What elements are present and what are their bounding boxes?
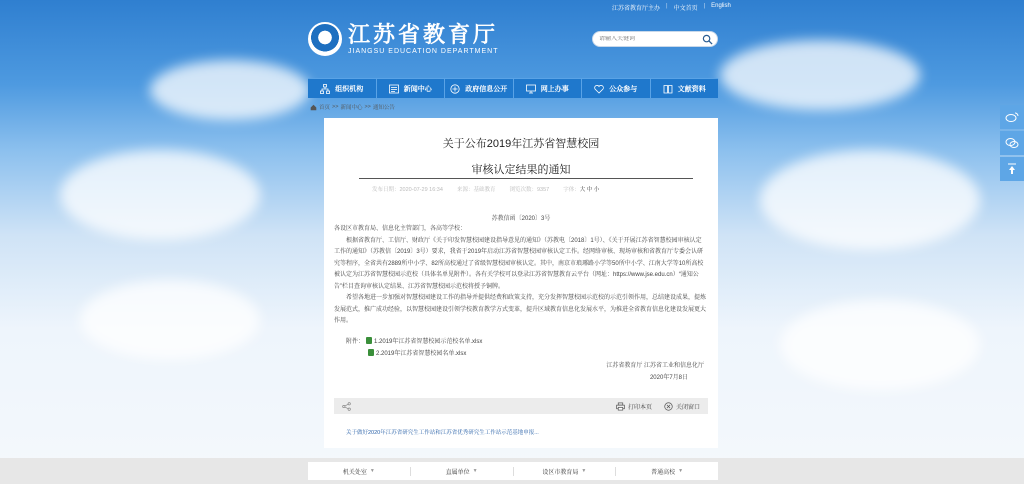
top-link-english[interactable]: English	[711, 3, 731, 9]
search-input[interactable]	[599, 36, 699, 42]
signature-date: 2020年7月8日	[649, 375, 688, 381]
attachment-1[interactable]	[346, 336, 482, 345]
online-service-icon	[526, 84, 536, 94]
wechat-icon	[1005, 137, 1019, 149]
meta-font-label: 字体：	[563, 187, 580, 193]
attachment-label: 附件：	[346, 339, 365, 345]
footer-label: 普通高校	[651, 469, 676, 476]
close-label: 关闭窗口	[675, 404, 700, 411]
related-article-link[interactable]: 关于做好2020年江苏省研究生工作站和江苏省优秀研究生工作站示范基地申报...	[346, 430, 539, 436]
signature-org: 江苏省教育厅 江苏省工业和信息化厅	[606, 363, 704, 369]
top-links: 江苏省教育厅主办 | 中文首页 | English	[612, 3, 731, 12]
heart-icon	[594, 84, 604, 94]
news-icon	[389, 84, 399, 94]
print-label: 打印本页	[627, 404, 652, 411]
salutation: 各设区市教育局、信息化主管部门，各高等学校：	[334, 226, 467, 232]
paragraph-1: 根据省教育厅、工信厅、财政厅《关于印发智慧校园建设指导意见的通知》（苏教电〔2018〕1号）、《关于开展江苏省智慧校园审核认定工作的通知》（苏教信〔2019〕3号）要求，我省于2019年启动江苏省智慧校园审核认定工作。经网络审核、现场审核和省教育厅专委会认研究等程序，全省共有2889所中小学、82所高校通过了省级智慧校园审核认定。其中，南京市琅琊路小学等50所中小学、江南大学等10所高校被认定为江苏省智慧校园示范校（具体名单见附件）。各有关学校可以登录江苏省智慧教育云平台（网址：https://www.jse.edu.cn）“通知公告”栏目查询审核认定结果、江苏省智慧校园示范校将授予铜牌。	[334, 237, 704, 290]
meta-views: 浏览次数：9357	[509, 187, 550, 193]
footer-label: 设区市教育局	[542, 469, 579, 476]
footer-label: 直属单位	[445, 469, 470, 476]
footer-units-select[interactable]	[411, 467, 514, 476]
back-to-top-button[interactable]	[1000, 157, 1024, 181]
article-meta	[372, 185, 672, 193]
logo-subtitle: JIANGSU EDUCATION DEPARTMENT	[348, 48, 499, 55]
article-toolbar	[334, 398, 708, 414]
footer-dept-select[interactable]	[308, 467, 411, 476]
nav-item-public[interactable]	[582, 79, 651, 98]
nav-label: 政府信息公开	[465, 85, 508, 93]
breadcrumb-home[interactable]: 首页	[319, 105, 331, 111]
nav-label: 网上办事	[540, 85, 569, 93]
nav-label: 组织机构	[335, 85, 364, 93]
nav-label: 文献资料	[677, 85, 706, 93]
chevron-down-icon: ▼	[369, 468, 375, 474]
footer	[0, 458, 1024, 484]
breadcrumb-news[interactable]: 新闻中心	[340, 105, 363, 111]
top-link-host: 江苏省教育厅主办	[612, 6, 661, 12]
nav-item-org[interactable]	[308, 79, 377, 98]
main-nav	[308, 78, 718, 98]
search-box	[592, 31, 718, 47]
nav-item-gov-info[interactable]	[445, 79, 514, 98]
excel-file-icon	[368, 349, 374, 356]
org-icon	[320, 84, 330, 94]
footer-city-edu-select[interactable]	[514, 467, 617, 476]
nav-label: 新闻中心	[403, 85, 432, 93]
nav-item-online-service[interactable]	[514, 79, 583, 98]
chevron-down-icon: ▼	[581, 468, 587, 474]
attachment-2-link[interactable]: 2.2019年江苏省智慧校园名单.xlsx	[376, 351, 467, 357]
excel-file-icon	[366, 337, 372, 344]
search-icon[interactable]	[702, 34, 713, 45]
gov-info-icon	[450, 84, 460, 94]
share-icon[interactable]	[342, 402, 351, 411]
footer-label: 机关处室	[342, 469, 367, 476]
attachment-1-link[interactable]: 1.2019年江苏省智慧校园示范校名单.xlsx	[374, 339, 483, 345]
nav-item-news[interactable]	[377, 79, 446, 98]
nav-item-literature[interactable]	[651, 79, 719, 98]
site-logo[interactable]	[308, 22, 499, 56]
document-number: 苏教信函〔2020〕3号	[491, 216, 551, 222]
logo-title: 江苏省教育厅	[348, 22, 499, 47]
breadcrumb: 首页 >> 新闻中心 >> 通知公告	[310, 103, 395, 111]
nav-label: 公众参与	[609, 85, 638, 93]
footer-links	[308, 462, 718, 480]
arrow-up-icon	[1007, 163, 1017, 175]
attachment-2[interactable]	[368, 348, 466, 357]
article-title-line1: 关于公布2019年江苏省智慧校园	[442, 138, 600, 150]
weibo-icon	[1005, 111, 1019, 123]
printer-icon	[616, 402, 625, 411]
weibo-button[interactable]	[1000, 105, 1024, 129]
chevron-down-icon: ▼	[472, 468, 478, 474]
title-divider	[359, 178, 693, 179]
close-icon	[664, 402, 673, 411]
meta-date: 发布日期：2020-07-29 16:34	[372, 187, 443, 193]
article-body	[334, 224, 706, 328]
wechat-button[interactable]	[1000, 131, 1024, 155]
meta-source: 来源：基础教育	[456, 187, 496, 193]
font-size-switch[interactable]: 大 中 小	[579, 187, 600, 193]
chevron-down-icon: ▼	[678, 468, 684, 474]
book-icon	[663, 84, 673, 94]
home-icon	[310, 104, 317, 111]
article-card	[324, 118, 718, 448]
breadcrumb-notice[interactable]: 通知公告	[372, 105, 395, 111]
print-button[interactable]	[616, 402, 652, 411]
footer-universities-select[interactable]	[616, 467, 718, 476]
floating-share-bar	[1000, 105, 1024, 183]
top-link-home[interactable]: 中文首页	[673, 6, 698, 12]
logo-emblem-icon	[308, 22, 342, 56]
article-title-line2: 审核认定结果的通知	[471, 164, 571, 176]
paragraph-2: 希望各地进一步加强对智慧校园建设工作的指导并提供经费和政策支持，充分发挥智慧校园示范校的示范引领作用，总结建设成果，提炼发展范式，推广成功经验，以智慧校园建设引领学校教育教学方式变革，提升区域教育信息化发展水平，为推进全省教育信息化建设发展更大作用。	[334, 295, 707, 324]
close-window-button[interactable]	[664, 402, 700, 411]
